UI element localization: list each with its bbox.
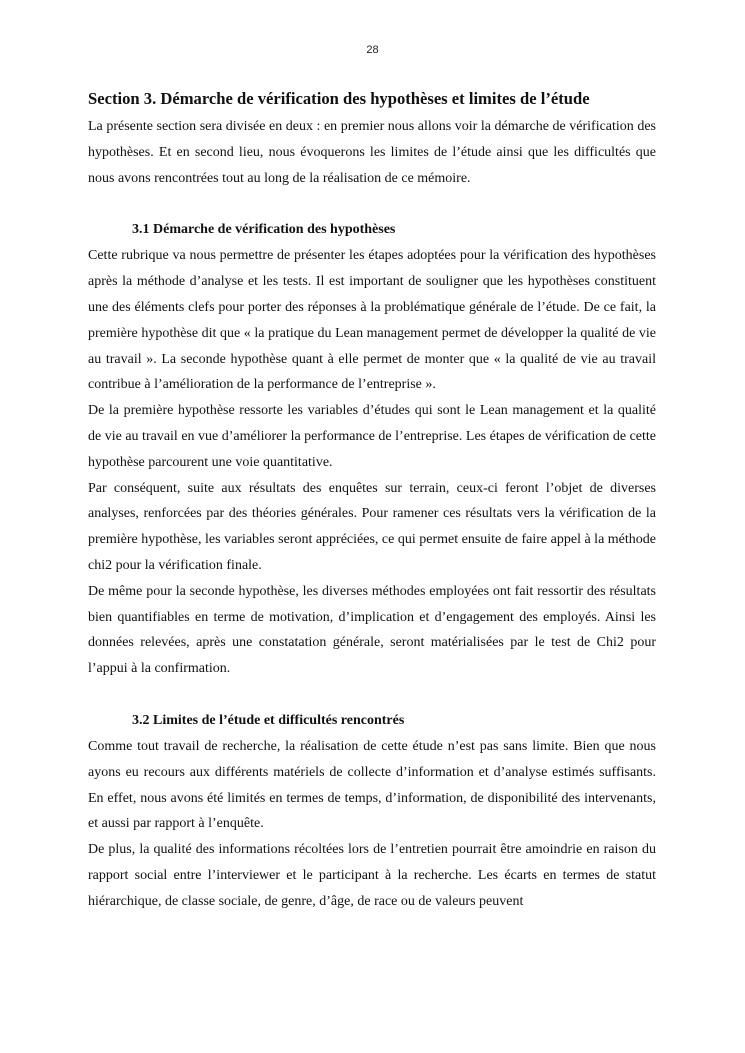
- paragraph: Par conséquent, suite aux résultats des enquêtes sur terrain, ceux-ci feront l’objet de diverses analyses, renforcées par des théories générales. Pour ramener ces résultats vers la vérification de la première hypothèse, les variables seront appréciées, ce qui permet ensuite de faire appel à la méthode chi2 pour la vérification finale.: [88, 480, 656, 573]
- page-number: 28: [366, 44, 379, 56]
- subsection-2-title: 3.2 Limites de l’étude et difficultés rencontrés: [132, 712, 405, 728]
- section-intro-paragraph: La présente section sera divisée en deux : en premier nous allons voir la démarche de vérification des hypothèses. Et en second lieu, nous évoquerons les limites de l’étude ainsi que les difficultés que nous avons rencontrées tout au long de la réalisation de ce mémoire.: [88, 119, 656, 186]
- paragraph: Comme tout travail de recherche, la réalisation de cette étude n’est pas sans limite. Bien que nous ayons eu recours aux différents matériels de collecte d’information et d’analyse estimés suffisants. En effet, nous avons été limités en termes de temps, d’information, de disponibilité des intervenants, et aussi par rapport à l’enquête.: [88, 738, 656, 832]
- blank-line: [88, 191, 656, 217]
- paragraph: De même pour la seconde hypothèse, les diverses méthodes employées ont fait ressortir des résultats bien quantifiables en terme de motivation, d’implication et d’engagement des employés. Ainsi les données relevées, après une constatation générale, seront matérialisées par le test de Chi2 pour l’appui à la confirmation.: [88, 583, 656, 677]
- section-title: Section 3. Démarche de vérification des hypothèses et limites de l’étude: [88, 89, 590, 108]
- subsection-1-title: 3.1 Démarche de vérification des hypothèses: [132, 222, 396, 238]
- document-body: [88, 88, 656, 915]
- paragraph: De plus, la qualité des informations récoltées lors de l’entretien pourrait être amoindrie en raison du rapport social entre l’interviewer et le participant à la recherche. Les écarts en termes de statut hiérarchique, de classe sociale, de genre, d’âge, de race ou de valeurs peuvent: [88, 842, 656, 909]
- paragraph: De la première hypothèse ressorte les variables d’études qui sont le Lean management et la qualité de vie au travail en vue d’améliorer la performance de l’entreprise. Les étapes de vérification de cette hypothèse parcourent une voie quantitative.: [88, 403, 656, 470]
- blank-line: [88, 682, 656, 708]
- paragraph: Cette rubrique va nous permettre de présenter les étapes adoptées pour la vérification des hypothèses après la méthode d’analyse et les tests. Il est important de souligner que les hypothèses constituent une des éléments clefs pour porter des réponses à la problématique générale de l’étude. De ce fait, la première hypothèse dit que « la pratique du Lean management permet de développer la qualité de vie au travail ». La seconde hypothèse quant à elle permet de monter que « la qualité de vie au travail contribue à l’amélioration de la performance de l’entreprise ».: [88, 248, 656, 393]
